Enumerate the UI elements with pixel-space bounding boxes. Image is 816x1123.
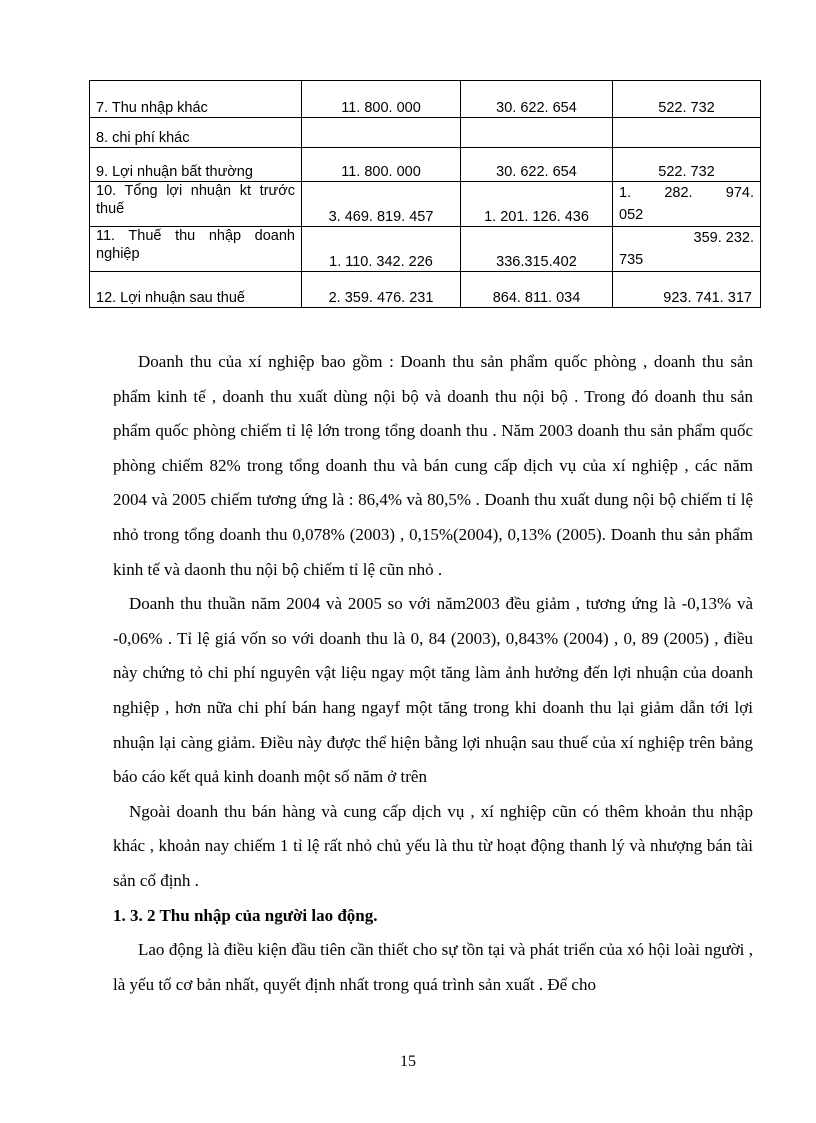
row-label-line2: nghiệp	[96, 246, 140, 262]
row-label-line2: thuế	[96, 201, 125, 217]
value-2005: 522. 732	[613, 148, 761, 182]
table-row	[90, 272, 761, 308]
value-2003: 1. 110. 342. 226	[302, 227, 461, 272]
value-2005	[613, 118, 761, 148]
row-label	[90, 227, 302, 272]
value-2005-line1: 1. 282. 974.	[619, 185, 754, 201]
value-2005	[613, 227, 761, 272]
table-row	[90, 81, 761, 118]
value-2003: 3. 469. 819. 457	[302, 182, 461, 227]
value-2003: 2. 359. 476. 231	[302, 272, 461, 308]
value-2005-line2: 052	[619, 207, 644, 223]
value-2005-line1: 359. 232.	[693, 230, 754, 246]
value-2004	[461, 118, 613, 148]
value-2004: 30. 622. 654	[461, 81, 613, 118]
body-text	[113, 345, 753, 1002]
value-2005: 923. 741. 317	[613, 272, 761, 308]
value-2005	[613, 182, 761, 227]
paragraph-revenue-composition: Doanh thu của xí nghiệp bao gồm : Doanh thu sản phẩm quốc phòng , doanh thu sản phẩm kinh tế , doanh thu xuất dùng nội bộ và doanh thu nội bộ . Trong đó doanh thu sản phẩm quốc phòng chiếm tỉ lệ lớn trong tổng doanh thu . Năm 2003 doanh thu sản phẩm quốc phòng chiếm 82% trong tổng doanh thu và bán cung cấp dịch vụ của xí nghiệp , các năm 2004 và 2005 chiếm tương ứng là : 86,4% và 80,5% . Doanh thu xuất dung nội bộ chiếm tỉ lệ nhỏ trong tổng doanh thu 0,078% (2003) , 0,15%(2004), 0,13% (2005). Doanh thu sản phẩm kinh tế và daonh thu nội bộ chiếm tỉ lệ cũn nhỏ .	[113, 352, 753, 579]
value-2005-line2: 735	[619, 252, 644, 268]
paragraph-labor: Lao động là điều kiện đầu tiên cần thiết cho sự tồn tại và phát triển của xó hội loài người , là yếu tố cơ bản nhất, quyết định nhất trong quá trình sản xuất . Để cho	[113, 940, 753, 994]
row-label	[90, 182, 302, 227]
row-label: 8. chi phí khác	[90, 118, 302, 148]
table-row	[90, 182, 761, 227]
value-2004: 864. 811. 034	[461, 272, 613, 308]
value-2003: 11. 800. 000	[302, 148, 461, 182]
value-2004: 1. 201. 126. 436	[461, 182, 613, 227]
row-label: 7. Thu nhập khác	[90, 81, 302, 118]
value-2004: 336.315.402	[461, 227, 613, 272]
paragraph-other-income: Ngoài doanh thu bán hàng và cung cấp dịch vụ , xí nghiệp cũn có thêm khoản thu nhập khác , khoản nay chiếm 1 tỉ lệ rất nhỏ chủ yếu là thu từ hoạt động thanh lý và nhượng bán tài sản cố định .	[113, 801, 753, 890]
row-label-line1: 11. Thuế thu nhập doanh	[96, 228, 295, 244]
value-2003	[302, 118, 461, 148]
page-number: 15	[400, 1053, 416, 1070]
value-2004: 30. 622. 654	[461, 148, 613, 182]
row-label: 9. Lợi nhuận bất thường	[90, 148, 302, 182]
table-row	[90, 148, 761, 182]
row-label-line1: 10. Tổng lợi nhuận kt trước	[96, 183, 295, 199]
paragraph-net-revenue: Doanh thu thuần năm 2004 và 2005 so với năm2003 đều giảm , tương ứng là -0,13% và -0,06% . Tỉ lệ giá vốn so với doanh thu là 0, 84 (2003), 0,843% (2004) , 0, 89 (2005) , điều này chứng tỏ chi phí nguyên vật liệu ngay một tăng làm ảnh hưởng đến lợi nhuận của doanh nghiệp , hơn nữa chi phí bán hang ngayf một tăng trong khi doanh thu lại giảm dẫn tới lợi nhuận lại càng giảm. Điều này được thể hiện bằng lợi nhuận sau thuế của xí nghiệp trên bảng báo cáo kết quả kinh doanh một số năm ở trên	[113, 594, 753, 787]
table-row	[90, 118, 761, 148]
income-statement-table	[89, 80, 761, 308]
value-2003: 11. 800. 000	[302, 81, 461, 118]
table-row	[90, 227, 761, 272]
row-label: 12. Lợi nhuận sau thuế	[90, 272, 302, 308]
value-2005: 522. 732	[613, 81, 761, 118]
section-heading: 1. 3. 2 Thu nhập của người lao động.	[113, 905, 378, 925]
